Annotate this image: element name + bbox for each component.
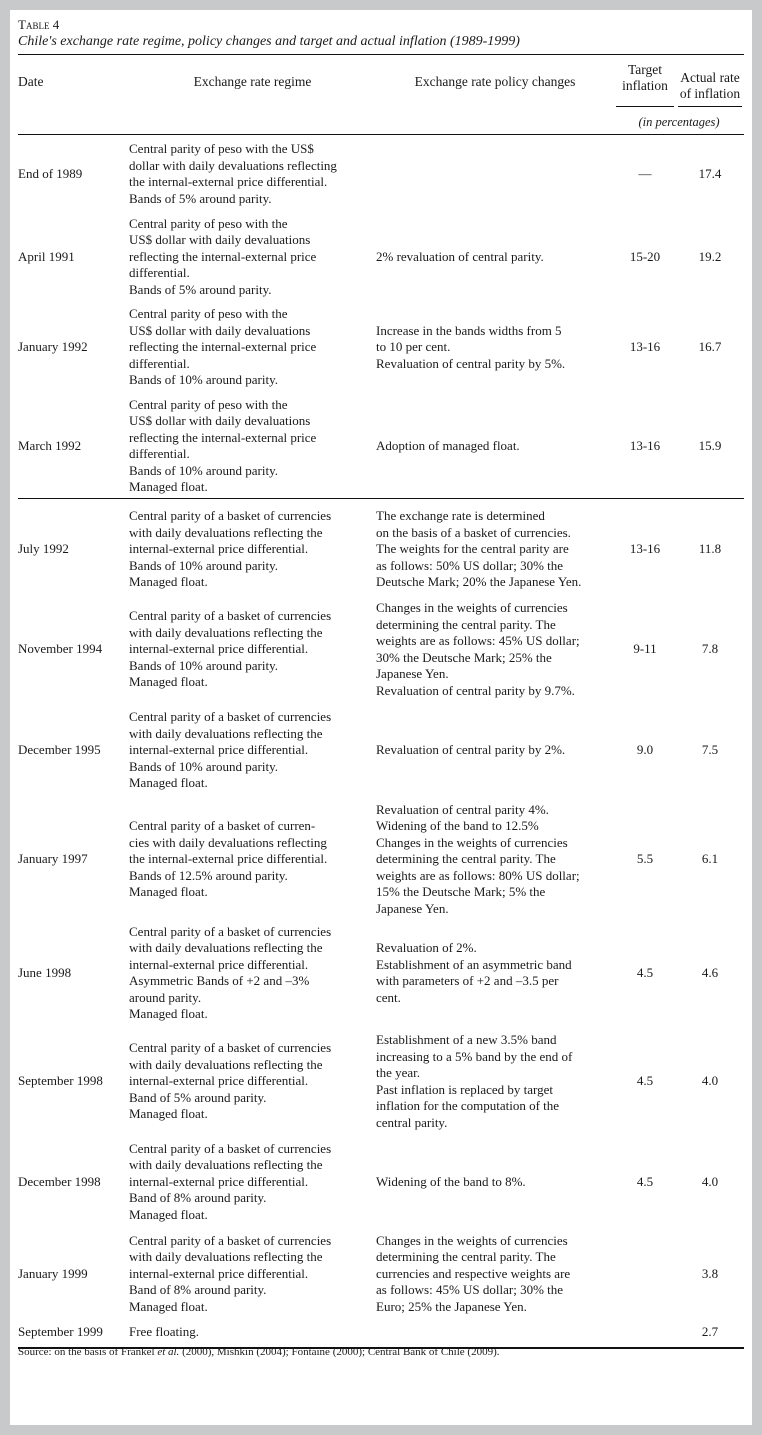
cell-target: 5.5	[636, 851, 654, 866]
cell-target: 13-16	[629, 339, 661, 355]
header-policy: Exchange rate policy changes	[376, 55, 614, 111]
regime-line: internal-external price differential.	[129, 1265, 309, 1281]
regime-line: reflecting the internal-external price	[129, 429, 317, 445]
regime-line: internal-external price differential.	[129, 742, 309, 758]
header-date: Date	[18, 55, 129, 111]
cell-regime	[129, 499, 376, 600]
cell-date: September 1999	[18, 1318, 129, 1348]
inflation-table	[18, 54, 744, 1349]
policy-line: Establishment of an asymmetric band	[376, 956, 572, 972]
regime-line: US$ dollar with daily devaluations	[129, 322, 311, 338]
cell-target	[614, 1318, 676, 1348]
cell-target: 4.5	[636, 1173, 654, 1189]
policy-line: to 10 per cent.	[376, 339, 451, 355]
table-row	[18, 1029, 744, 1134]
regime-line: Central parity of peso with the	[129, 215, 288, 231]
cell-date: January 1999	[18, 1265, 88, 1281]
regime-line: differential.	[129, 355, 190, 371]
cell-target: 4.5	[636, 964, 654, 980]
cell-regime	[129, 301, 376, 395]
policy-line: with parameters of +2 and –3.5 per	[376, 973, 559, 988]
regime-line: Bands of 12.5% around parity.	[129, 867, 288, 883]
table-row	[18, 917, 744, 1029]
policy-line: Past inflation is replaced by target	[376, 1081, 554, 1097]
cell-target	[614, 1230, 676, 1318]
policy-line: Revaluation of central parity by 5%.	[376, 355, 566, 371]
cell-regime	[129, 802, 376, 918]
cell-date: End of 1989	[18, 166, 83, 181]
cell-policy	[376, 802, 614, 918]
cell-regime	[129, 1134, 376, 1230]
header-actual: Actual rate of inflation	[678, 70, 742, 107]
regime-line: internal-external price differential.	[129, 1173, 309, 1189]
cell-regime	[129, 1029, 376, 1134]
policy-line: Changes in the weights of currencies	[376, 834, 568, 850]
policy-line: as follows: 50% US dollar; 30% the	[376, 557, 564, 573]
cell-policy	[376, 214, 614, 301]
regime-line: the internal-external price differential.	[129, 174, 328, 190]
regime-line: with daily devaluations reflecting the	[129, 725, 323, 741]
table-row	[18, 1134, 744, 1230]
regime-line: Central parity of a basket of currencies	[129, 709, 332, 725]
cell-target: 9-11	[633, 641, 657, 657]
table-row	[18, 135, 744, 214]
cell-policy	[376, 1134, 614, 1230]
table-caption: Chile's exchange rate regime, policy changes and target and actual inflation (1989-1999)	[18, 34, 520, 49]
regime-line: with daily devaluations reflecting the	[129, 1157, 323, 1173]
policy-line: determining the central parity. The	[376, 851, 556, 866]
regime-line: Asymmetric Bands of +2 and –3%	[129, 973, 310, 988]
cell-actual: 19.2	[698, 248, 722, 264]
policy-line: Japanese Yen.	[376, 900, 449, 916]
policy-line: Revaluation of 2%.	[376, 940, 477, 955]
cell-actual: 6.1	[701, 851, 719, 866]
regime-line: reflecting the internal-external price	[129, 248, 317, 264]
cell-policy	[376, 499, 614, 600]
regime-line: around parity.	[129, 989, 202, 1005]
cell-regime	[129, 1230, 376, 1318]
cell-actual: 3.8	[701, 1265, 719, 1281]
policy-line: cent.	[376, 989, 401, 1005]
cell-date: December 1995	[18, 742, 101, 758]
cell-regime	[129, 600, 376, 700]
regime-line: Band of 8% around parity.	[129, 1190, 267, 1206]
regime-line: with daily devaluations reflecting the	[129, 940, 323, 955]
cell-regime	[129, 395, 376, 499]
regime-line: internal-external price differential.	[129, 641, 309, 657]
table-row	[18, 395, 744, 499]
policy-line: determining the central parity. The	[376, 616, 556, 632]
regime-line: Bands of 10% around parity.	[129, 462, 278, 478]
policy-line: The exchange rate is determined	[376, 508, 545, 523]
cell-regime	[129, 214, 376, 301]
regime-line: Managed float.	[129, 574, 208, 589]
cell-date: July 1992	[18, 499, 129, 600]
policy-line: as follows: 45% US dollar; 30% the	[376, 1282, 564, 1298]
cell-actual: 11.8	[676, 499, 744, 600]
cell-policy	[376, 1318, 614, 1348]
regime-line: Managed float.	[129, 1206, 208, 1222]
policy-line: Revaluation of central parity by 2%.	[376, 742, 566, 758]
policy-line: Revaluation of central parity by 9.7%.	[376, 682, 575, 698]
regime-line: Managed float.	[129, 479, 208, 495]
policy-line: Deutsche Mark; 20% the Japanese Yen.	[376, 574, 582, 589]
regime-line: Bands of 10% around parity.	[129, 758, 278, 774]
policy-line: Japanese Yen.	[376, 666, 449, 681]
table-row	[18, 600, 744, 700]
cell-date: April 1991	[18, 248, 75, 264]
regime-line: internal-external price differential.	[129, 1073, 309, 1089]
regime-line: Bands of 10% around parity.	[129, 657, 278, 673]
regime-line: Managed float.	[129, 674, 208, 690]
regime-line: Bands of 5% around parity.	[129, 190, 272, 206]
cell-target: 13-16	[614, 499, 676, 600]
regime-line: Managed float.	[129, 775, 208, 791]
table-row	[18, 214, 744, 301]
policy-line: Euro; 25% the Japanese Yen.	[376, 1298, 527, 1314]
policy-line: The weights for the central parity are	[376, 541, 569, 556]
table-row	[18, 499, 744, 600]
regime-line: cies with daily devaluations reflecting	[129, 834, 327, 850]
policy-line: determining the central parity. The	[376, 1249, 556, 1265]
header-units: (in percentages)	[614, 110, 744, 135]
regime-line: Bands of 10% around parity.	[129, 372, 278, 388]
regime-line: Central parity of peso with the US$	[129, 141, 314, 157]
policy-line: Establishment of a new 3.5% band	[376, 1032, 557, 1047]
regime-line: with daily devaluations reflecting the	[129, 1056, 323, 1072]
regime-line: Central parity of a basket of currencies	[129, 1140, 332, 1156]
cell-actual: 16.7	[698, 339, 722, 355]
regime-line: Bands of 5% around parity.	[129, 281, 272, 297]
policy-line: Changes in the weights of currencies	[376, 600, 568, 615]
cell-policy	[376, 917, 614, 1029]
table-row	[18, 301, 744, 395]
cell-actual: 7.8	[701, 641, 719, 657]
cell-policy	[376, 135, 614, 214]
cell-actual: 15.9	[698, 438, 722, 453]
document-page	[10, 10, 752, 1425]
policy-line: Increase in the bands widths from 5	[376, 322, 562, 338]
cell-actual: 4.6	[701, 964, 719, 980]
table-row	[18, 1230, 744, 1318]
table-row	[18, 700, 744, 802]
cell-policy	[376, 1029, 614, 1134]
cell-policy	[376, 600, 614, 700]
regime-line: US$ dollar with daily devaluations	[129, 413, 311, 429]
source-note	[18, 1346, 500, 1358]
source-suffix: (2000), Mishkin (2004); Fontaine (2000); Central Bank of Chile (2009).	[179, 1346, 500, 1358]
policy-line: currencies and respective weights are	[376, 1265, 571, 1281]
regime-line: reflecting the internal-external price	[129, 339, 317, 355]
regime-line: with daily devaluations reflecting the	[129, 1249, 323, 1265]
policy-line: the year.	[376, 1065, 421, 1080]
header-target: Target inflation	[616, 62, 674, 107]
regime-line: Managed float.	[129, 1106, 208, 1122]
regime-line: Central parity of a basket of currencies	[129, 923, 332, 939]
regime-line: Central parity of peso with the	[129, 396, 288, 412]
policy-line: on the basis of a basket of currencies.	[376, 524, 571, 540]
policy-line: Changes in the weights of currencies	[376, 1232, 568, 1248]
policy-line: weights are as follows: 80% US dollar;	[376, 867, 580, 883]
cell-policy	[376, 301, 614, 395]
policy-line: Revaluation of central parity 4%.	[376, 801, 549, 817]
policy-line: 30% the Deutsche Mark; 25% the	[376, 649, 552, 665]
header-regime: Exchange rate regime	[129, 55, 376, 111]
cell-date: January 1992	[18, 339, 88, 355]
regime-line: Central parity of a basket of currencies	[129, 1040, 332, 1056]
cell-policy	[376, 395, 614, 499]
regime-line: with daily devaluations reflecting the	[129, 624, 323, 640]
policy-line: Widening of the band to 12.5%	[376, 818, 539, 833]
regime-line: internal-external price differential.	[129, 956, 309, 972]
cell-date: December 1998	[18, 1173, 101, 1189]
policy-line: central parity.	[376, 1114, 448, 1130]
cell-actual: 2.7	[676, 1318, 744, 1348]
regime-line: Bands of 10% around parity.	[129, 557, 278, 573]
regime-line: US$ dollar with daily devaluations	[129, 232, 311, 248]
cell-date: June 1998	[18, 964, 72, 980]
cell-target: 9.0	[636, 742, 654, 758]
regime-line: Band of 5% around parity.	[129, 1089, 267, 1105]
source-etal: et al.	[157, 1346, 180, 1358]
regime-line: dollar with daily devaluations reflecting	[129, 157, 337, 173]
policy-line: Widening of the band to 8%.	[376, 1173, 526, 1189]
cell-policy	[376, 700, 614, 802]
regime-line: Central parity of a basket of curren-	[129, 818, 316, 833]
regime-line: Central parity of a basket of currencies	[129, 1232, 332, 1248]
cell-target: 4.5	[636, 1073, 654, 1089]
cell-actual: 4.0	[701, 1173, 719, 1189]
regime-line: the internal-external price differential.	[129, 851, 328, 866]
cell-actual: 4.0	[701, 1073, 719, 1089]
cell-policy	[376, 1230, 614, 1318]
regime-line: Central parity of peso with the	[129, 306, 288, 322]
cell-target: —	[638, 166, 652, 181]
cell-date: September 1998	[18, 1073, 103, 1089]
cell-regime	[129, 135, 376, 214]
cell-actual: 7.5	[701, 742, 719, 758]
source-prefix: Source: on the basis of Frankel	[18, 1346, 158, 1358]
table-row	[18, 802, 744, 918]
cell-date: March 1992	[18, 438, 82, 453]
policy-line: increasing to a 5% band by the end of	[376, 1048, 573, 1064]
regime-line: internal-external price differential.	[129, 541, 309, 556]
regime-line: differential.	[129, 446, 190, 462]
policy-line: weights are as follows: 45% US dollar;	[376, 633, 580, 648]
policy-line: 2% revaluation of central parity.	[376, 248, 544, 264]
regime-line: Managed float.	[129, 884, 208, 899]
cell-regime	[129, 700, 376, 802]
cell-regime	[129, 917, 376, 1029]
table-label: Table 4	[18, 17, 60, 32]
policy-line: 15% the Deutsche Mark; 5% the	[376, 884, 546, 899]
cell-target: 13-16	[629, 438, 661, 453]
regime-line: Free floating.	[129, 1324, 200, 1340]
cell-regime	[129, 1318, 376, 1348]
regime-line: Managed float.	[129, 1006, 208, 1021]
cell-date: January 1997	[18, 851, 88, 866]
regime-line: Central parity of a basket of currencies	[129, 608, 332, 624]
cell-date: November 1994	[18, 641, 103, 657]
cell-target: 15-20	[629, 248, 661, 264]
regime-line: Band of 8% around parity.	[129, 1282, 267, 1298]
policy-line: Adoption of managed float.	[376, 438, 520, 453]
policy-line: inflation for the computation of the	[376, 1098, 560, 1113]
regime-line: differential.	[129, 265, 190, 281]
regime-line: with daily devaluations reflecting the	[129, 524, 323, 540]
cell-actual: 17.4	[698, 166, 722, 181]
regime-line: Central parity of a basket of currencies	[129, 508, 332, 523]
table-row	[18, 1318, 744, 1348]
regime-line: Managed float.	[129, 1298, 208, 1314]
